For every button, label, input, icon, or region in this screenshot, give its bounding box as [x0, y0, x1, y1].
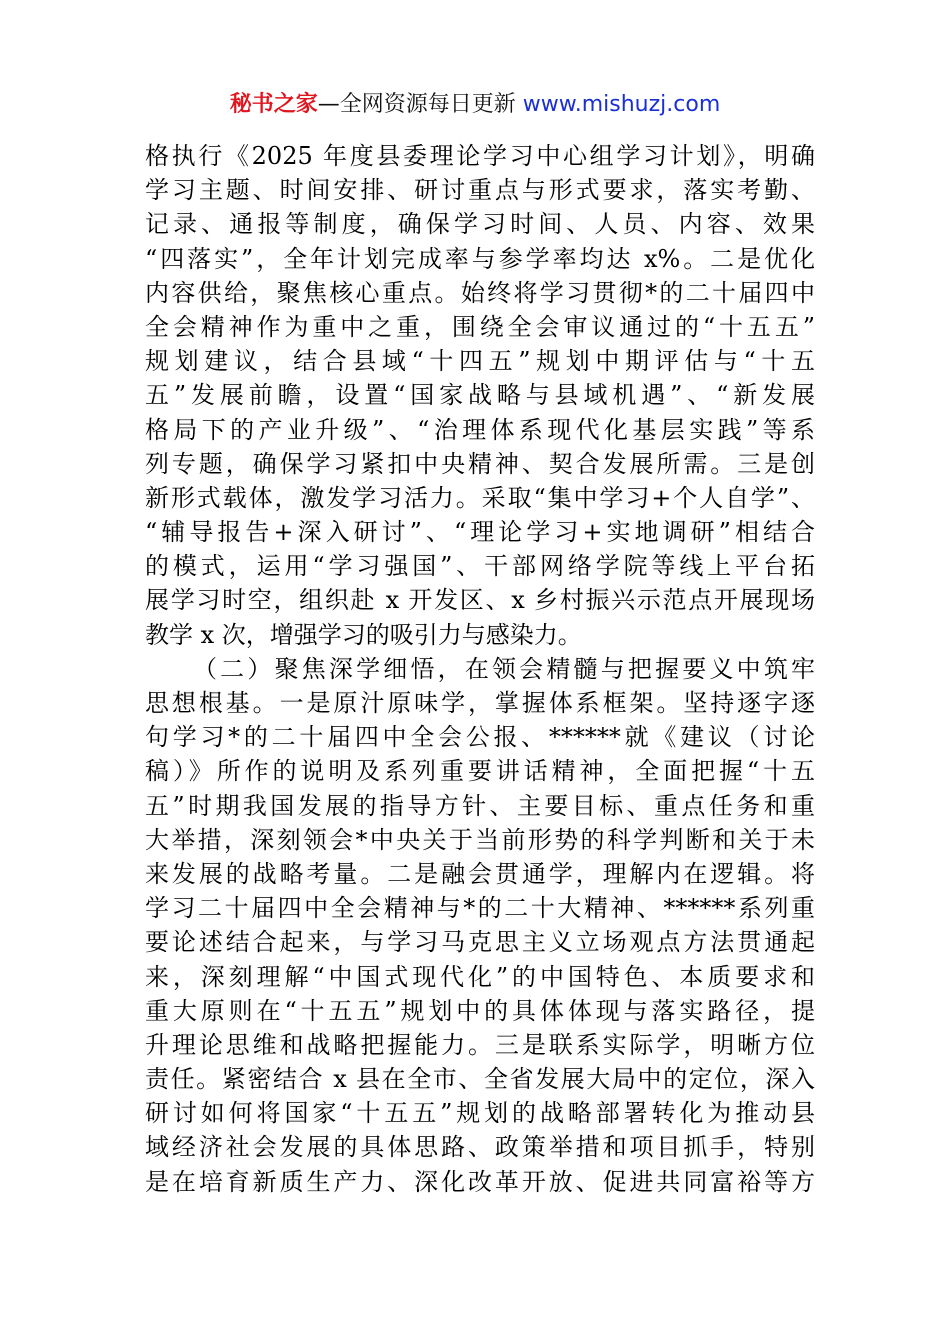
text-line: 的模式，运用“学习强国”、干部网络学院等线上平台拓 [145, 552, 815, 581]
text-line: 教学 x 次，增强学习的吸引力与感染力。 [145, 620, 582, 649]
text-line: 学习二十届四中全会精神与*的二十大精神、******系列重 [145, 894, 815, 923]
text-line: 稿）》所作的说明及系列重要讲话精神，全面把握“十五 [145, 757, 815, 786]
text-line: 研讨如何将国家“十五五”规划的战略部署转化为推动县 [145, 1099, 815, 1128]
text-line: 内容供给，聚焦核心重点。始终将学习贯彻*的二十届四中 [145, 278, 815, 307]
text-line: “辅导报告+深入研讨”、“理论学习+实地调研”相结合 [145, 518, 815, 547]
text-line: 展学习时空，组织赴 x 开发区、x 乡村振兴示范点开展现场 [145, 586, 815, 615]
text-line: 记录、通报等制度，确保学习时间、人员、内容、效果 [145, 210, 815, 239]
text-line: 域经济社会发展的具体思路、政策举措和项目抓手，特别 [145, 1133, 815, 1162]
text-line: 来，深刻理解“中国式现代化”的中国特色、本质要求和 [145, 962, 815, 991]
text-line: 要论述结合起来，与学习马克思主义立场观点方法贯通起 [145, 928, 815, 957]
text-line: 来发展的战略考量。二是融会贯通学，理解内在逻辑。将 [145, 859, 815, 888]
text-line: 新形式载体，激发学习活力。采取“集中学习+个人自学”、 [145, 483, 815, 512]
text-line: 格执行《2025 年度县委理论学习中心组学习计划》，明确 [145, 142, 815, 170]
text-line: 全会精神作为重中之重，围绕全会审议通过的“十五五” [145, 312, 815, 341]
text-line: 五”时期我国发展的指导方针、主要目标、重点任务和重 [145, 791, 815, 820]
text-line: 升理论思维和战略把握能力。三是联系实际学，明晰方位 [145, 1030, 815, 1059]
text-line: 是在培育新质生产力、深化改革开放、促进共同富裕等方 [145, 1167, 815, 1196]
text-line: 重大原则在“十五五”规划中的具体体现与落实路径，提 [145, 996, 815, 1025]
text-line: 句学习*的二十届四中全会公报、******就《建议（讨论 [145, 723, 815, 752]
text-line: “四落实”，全年计划完成率与参学率均达 x%。二是优化 [145, 244, 815, 273]
text-line: 五”发展前瞻，设置“国家战略与县域机遇”、“新发展 [145, 381, 815, 410]
document-body [145, 139, 815, 1199]
page-header [0, 90, 950, 120]
section-heading-line: （二）聚焦深学细悟，在领会精髓与把握要义中筑牢 [193, 654, 815, 683]
text-line: 列专题，确保学习紧扣中央精神、契合发展所需。三是创 [145, 449, 815, 478]
text-line: 规划建议，结合县域“十四五”规划中期评估与“十五 [145, 347, 815, 376]
website-link[interactable]: www.mishuzj.com [522, 92, 721, 117]
text-line: 责任。紧密结合 x 县在全市、全省发展大局中的定位，深入 [145, 1065, 815, 1094]
text-line: 格局下的产业升级”、“治理体系现代化基层实践”等系 [145, 415, 815, 444]
header-tagline: —全网资源每日更新 [317, 92, 523, 117]
text-line: 大举措，深刻领会*中央关于当前形势的科学判断和关于未 [145, 825, 815, 854]
text-line: 思想根基。一是原汁原味学，掌握体系框架。坚持逐字逐 [145, 689, 815, 717]
text-line: 学习主题、时间安排、研讨重点与形式要求，落实考勤、 [145, 176, 815, 205]
brand-name: 秘书之家 [229, 92, 318, 117]
